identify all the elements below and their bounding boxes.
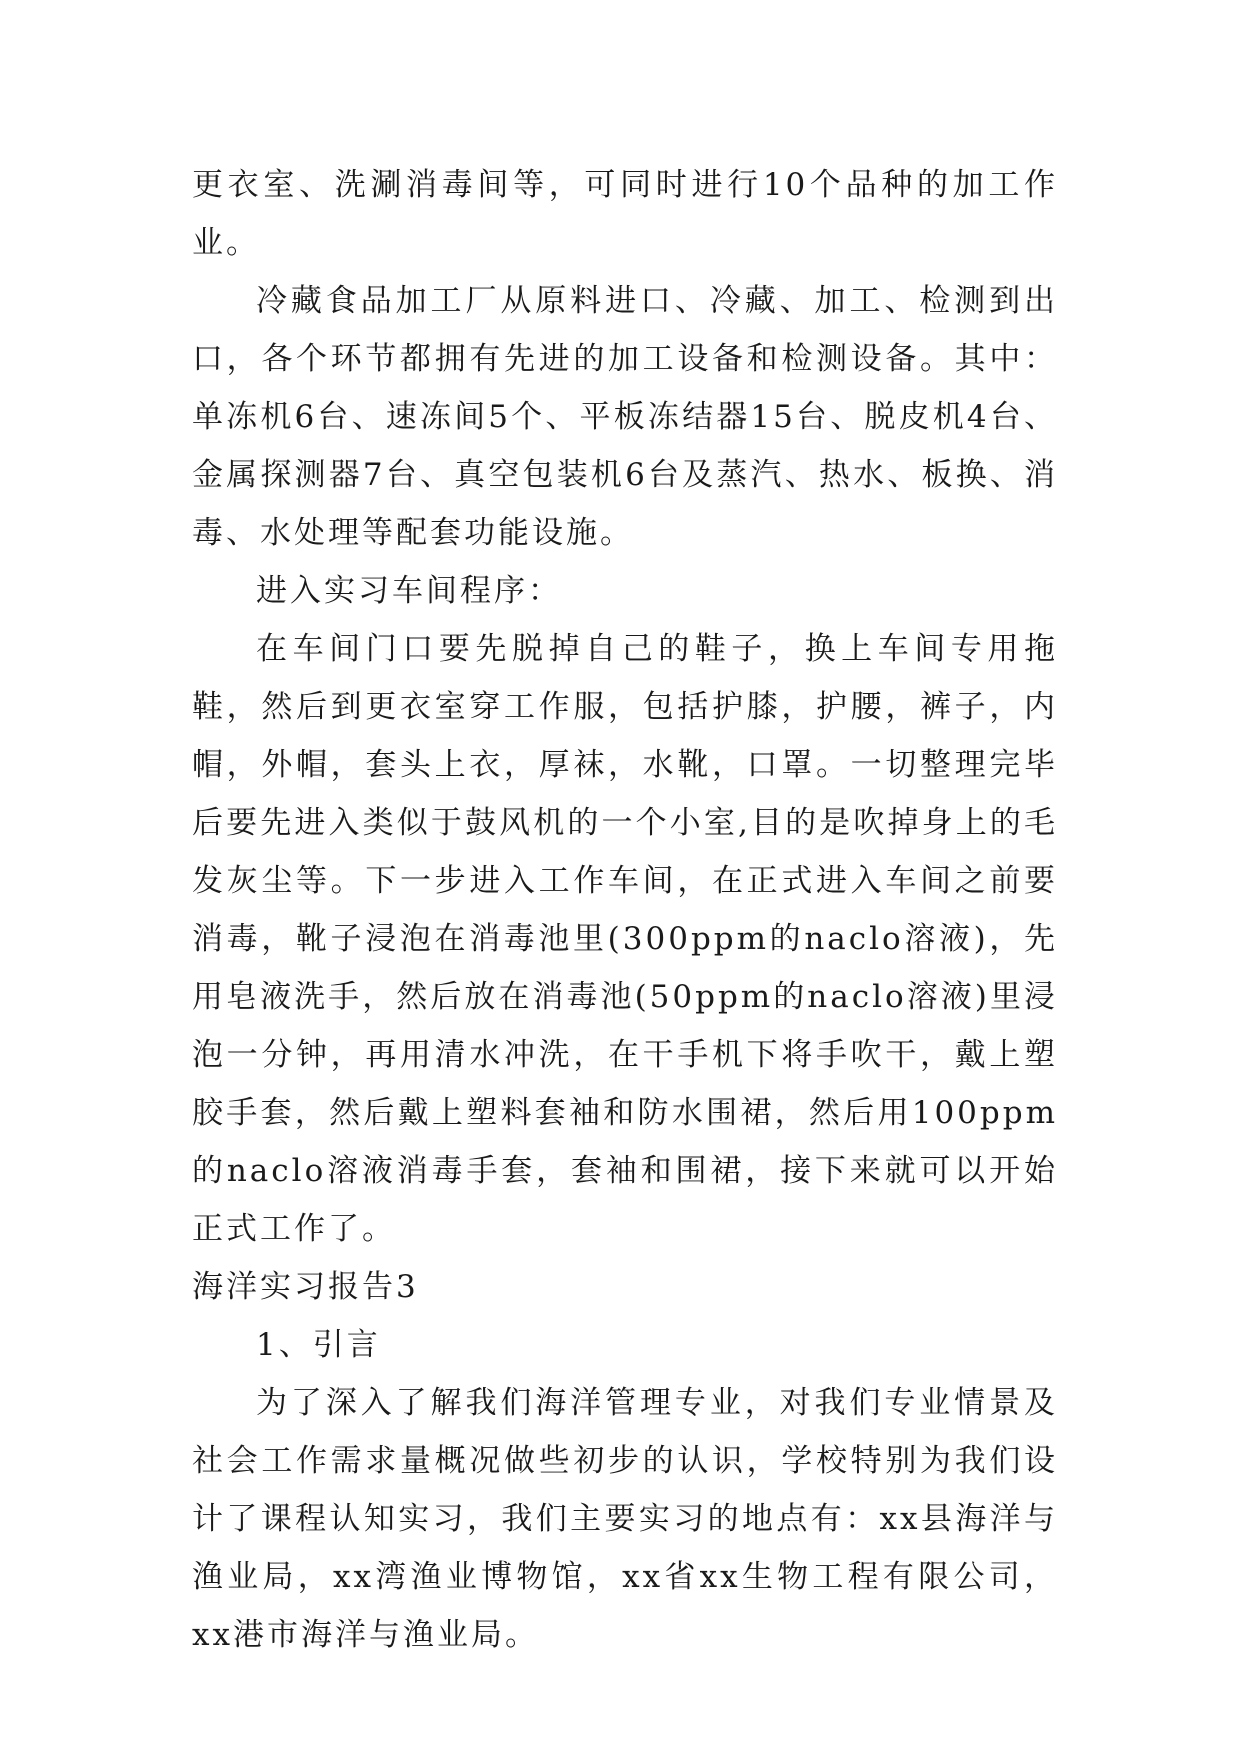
subsection-heading: 1、引言 (256, 1327, 381, 1363)
section-heading: 海洋实习报告3 (192, 1269, 419, 1305)
paragraph-procedure-title: 进入实习车间程序： (256, 573, 562, 609)
paragraph-equipment: 冷藏食品加工厂从原料进口、冷藏、加工、检测到出口，各个环节都拥有先进的加工设备和检测设备。其中：单冻机6台、速冻间5个、平板冻结器15台、脱皮机4台、金属探测器7台、真空包装机6台及蒸汽、热水、板换、消毒、水处理等配套功能设施。 (192, 283, 1058, 551)
paragraph-continuation: 更衣室、洗涮消毒间等，可同时进行10个品种的加工作业。 (192, 167, 1058, 261)
paragraph-introduction: 为了深入了解我们海洋管理专业，对我们专业情景及社会工作需求量概况做些初步的认识，学校特别为我们设计了课程认知实习，我们主要实习的地点有：xx县海洋与渔业局，xx湾渔业博物馆，xx省xx生物工程有限公司，xx港市海洋与渔业局。 (192, 1385, 1058, 1653)
paragraph-procedure: 在车间门口要先脱掉自己的鞋子，换上车间专用拖鞋，然后到更衣室穿工作服，包括护膝，护腰，裤子，内帽，外帽，套头上衣，厚袜，水靴，口罩。一切整理完毕后要先进入类似于鼓风机的一个小室,目的是吹掉身上的毛发灰尘等。下一步进入工作车间，在正式进入车间之前要消毒，靴子浸泡在消毒池里(300ppm的naclo溶液)，先用皂液洗手，然后放在消毒池(50ppm的naclo溶液)里浸泡一分钟，再用清水冲洗，在干手机下将手吹干，戴上塑胶手套，然后戴上塑料套袖和防水围裙，然后用100ppm的naclo溶液消毒手套，套袖和围裙，接下来就可以开始正式工作了。 (192, 631, 1058, 1247)
document-page (192, 156, 1058, 1664)
